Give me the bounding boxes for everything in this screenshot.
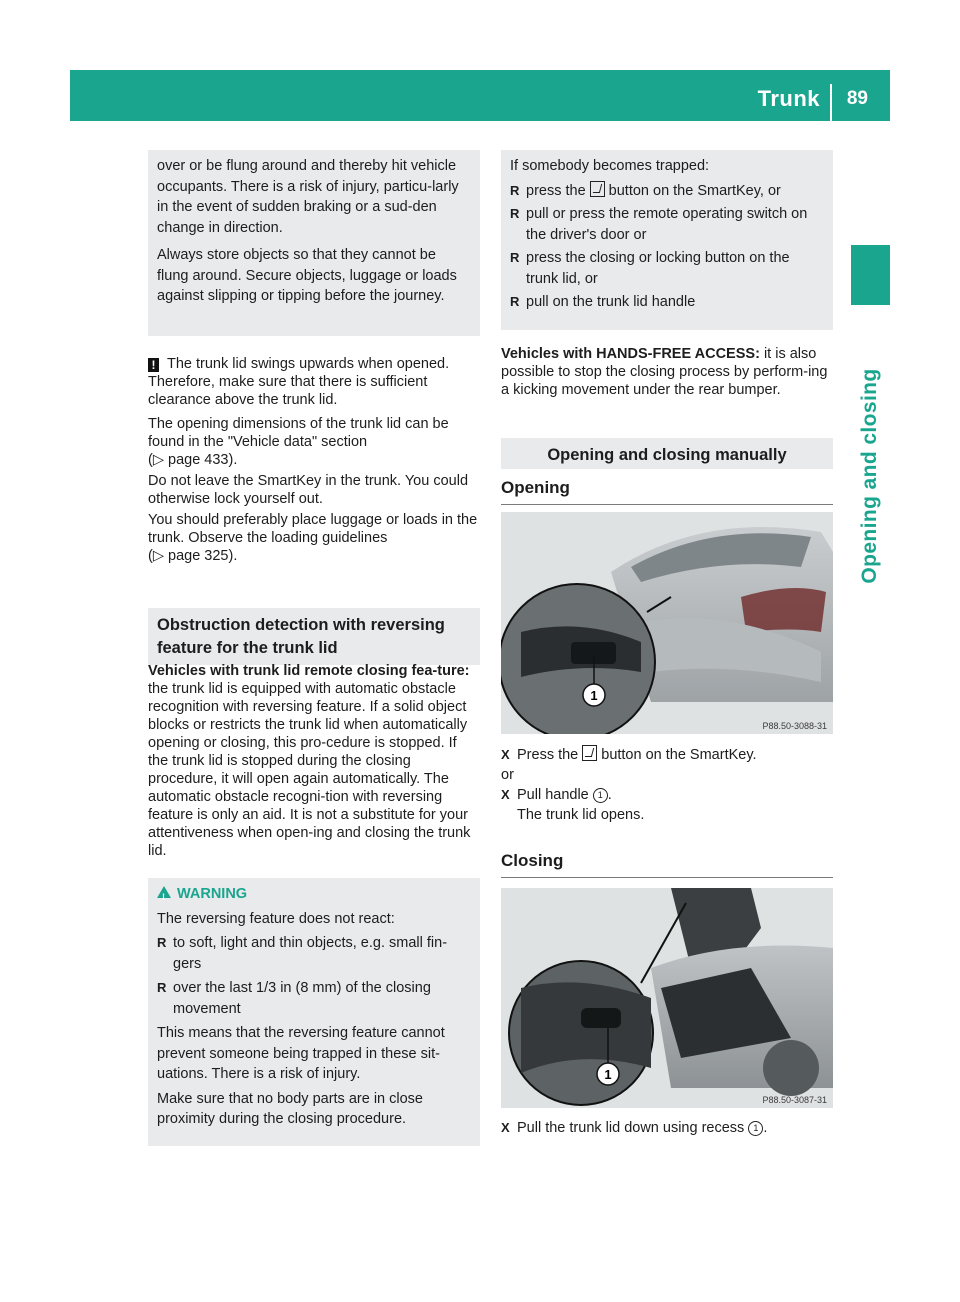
paragraph: Do not leave the SmartKey in the trunk. You could otherwise lock yourself out. <box>148 473 469 507</box>
page-header <box>70 70 890 121</box>
warning-intro: The reversing feature does not react: <box>157 910 395 927</box>
lead-bold: Vehicles with trunk lid remote closing fea-ture: <box>148 663 470 679</box>
warning-bullet: R to soft, light and thin objects, e.g. small fin-gers <box>157 933 471 974</box>
callout-1-icon: 1 <box>748 1121 763 1136</box>
figure-code: P88.50-3087-31 <box>762 1095 827 1105</box>
header-title: Trunk <box>757 86 820 111</box>
paragraph: You should preferably place luggage or loads in the trunk. Observe the loading guidelines <box>148 512 478 546</box>
car-open-trunk-illustration <box>501 888 833 1108</box>
trapped-intro: If somebody becomes trapped: <box>510 158 710 174</box>
page-reference[interactable]: (▷ page 325). <box>148 548 238 564</box>
section-heading-box <box>148 608 480 665</box>
warning-text: Make sure that no body parts are in close proximity during the closing procedure. <box>157 1090 423 1127</box>
trapped-bullet: R pull on the trunk lid handle <box>510 292 824 313</box>
page-number: 89 <box>846 88 868 109</box>
instruction-step: X Pull the trunk lid down using recess 1 . <box>501 1118 833 1138</box>
section-title: Opening and closing manually <box>547 446 787 464</box>
warning-bullet: R over the last 1/3 in (8 mm) of the closing movement <box>157 978 471 1019</box>
opening-heading: Opening <box>501 478 833 505</box>
handsfree-text: it is also possible to stop the closing process by perform-ing a kicking movement under the rear bumper. <box>501 346 828 398</box>
closing-illustration <box>501 888 833 1108</box>
header-divider <box>830 84 832 121</box>
warning-title: WARNING <box>177 886 248 902</box>
caution-text: Always store objects so that they cannot be flung around. Secure objects, luggage or loads against slipping or tipping before the journey. <box>157 247 457 304</box>
section-heading-box <box>501 438 833 469</box>
lead-text: the trunk lid is equipped with automatic obstacle recognition with reversing feature. If a solid object blocks or restricts the trunk lid when automatically opening or closing, this pro-cedure is stopped. If the trunk lid is stopped during the closing procedure, it will open again automatically. The automatic obstacle recogni-tion with reversing feature is only an aid. It is not a substitute for your attentiveness when open-ing and closing the trunk lid. <box>148 681 471 859</box>
instruction-step: X Press the button on the SmartKey. <box>501 745 833 765</box>
left-body <box>148 415 480 565</box>
or-text: or <box>501 767 514 783</box>
figure-callout: 1 <box>590 688 598 703</box>
closing-heading: Closing <box>501 851 833 878</box>
notice-text: The trunk lid swings upwards when opened. Therefore, make sure that there is sufficient clearance above the trunk lid. <box>148 356 450 408</box>
page-reference[interactable]: (▷ page 433). <box>148 452 238 468</box>
step-result: The trunk lid opens. <box>517 807 645 823</box>
obstruction-body <box>148 662 480 860</box>
opening-illustration <box>501 512 833 734</box>
chapter-label: Opening and closing <box>858 368 881 584</box>
trunk-key-icon <box>590 181 605 197</box>
handsfree-para <box>501 345 833 399</box>
figure-code: P88.50-3088-31 <box>762 721 827 731</box>
section-title: Obstruction detection with reversing feature for the trunk lid <box>157 616 445 657</box>
warning-icon <box>157 886 171 898</box>
figure-callout: 1 <box>604 1067 612 1082</box>
caution-text: over or be flung around and thereby hit vehicle occupants. There is a risk of injury, particu-larly in the event of sudden braking or a sud-den change in direction. <box>157 158 459 236</box>
opening-steps <box>501 745 833 825</box>
trapped-bullet: R pull or press the remote operating switch on the driver's door or <box>510 204 824 245</box>
callout-1-icon: 1 <box>593 788 608 803</box>
chapter-tab-marker <box>851 245 890 305</box>
handsfree-bold: Vehicles with HANDS-FREE ACCESS: <box>501 346 760 362</box>
trapped-bullet: R press the button on the SmartKey, or <box>510 181 824 202</box>
paragraph: The opening dimensions of the trunk lid can be found in the "Vehicle data" section <box>148 416 449 450</box>
trapped-bullet: R press the closing or locking button on the trunk lid, or <box>510 248 824 289</box>
notice-icon: ! <box>148 358 159 372</box>
instruction-step: X Pull handle 1 . <box>501 785 833 805</box>
car-rear-illustration <box>501 512 833 734</box>
closing-steps <box>501 1118 833 1138</box>
notice-block <box>148 355 480 409</box>
warning-text: This means that the reversing feature cannot prevent someone being trapped in these sit-uations. There is a risk of injury. <box>157 1025 445 1082</box>
trunk-key-icon <box>582 745 597 761</box>
caution-continued-box <box>148 150 480 336</box>
trapped-box <box>501 150 833 330</box>
warning-box <box>148 878 480 1146</box>
